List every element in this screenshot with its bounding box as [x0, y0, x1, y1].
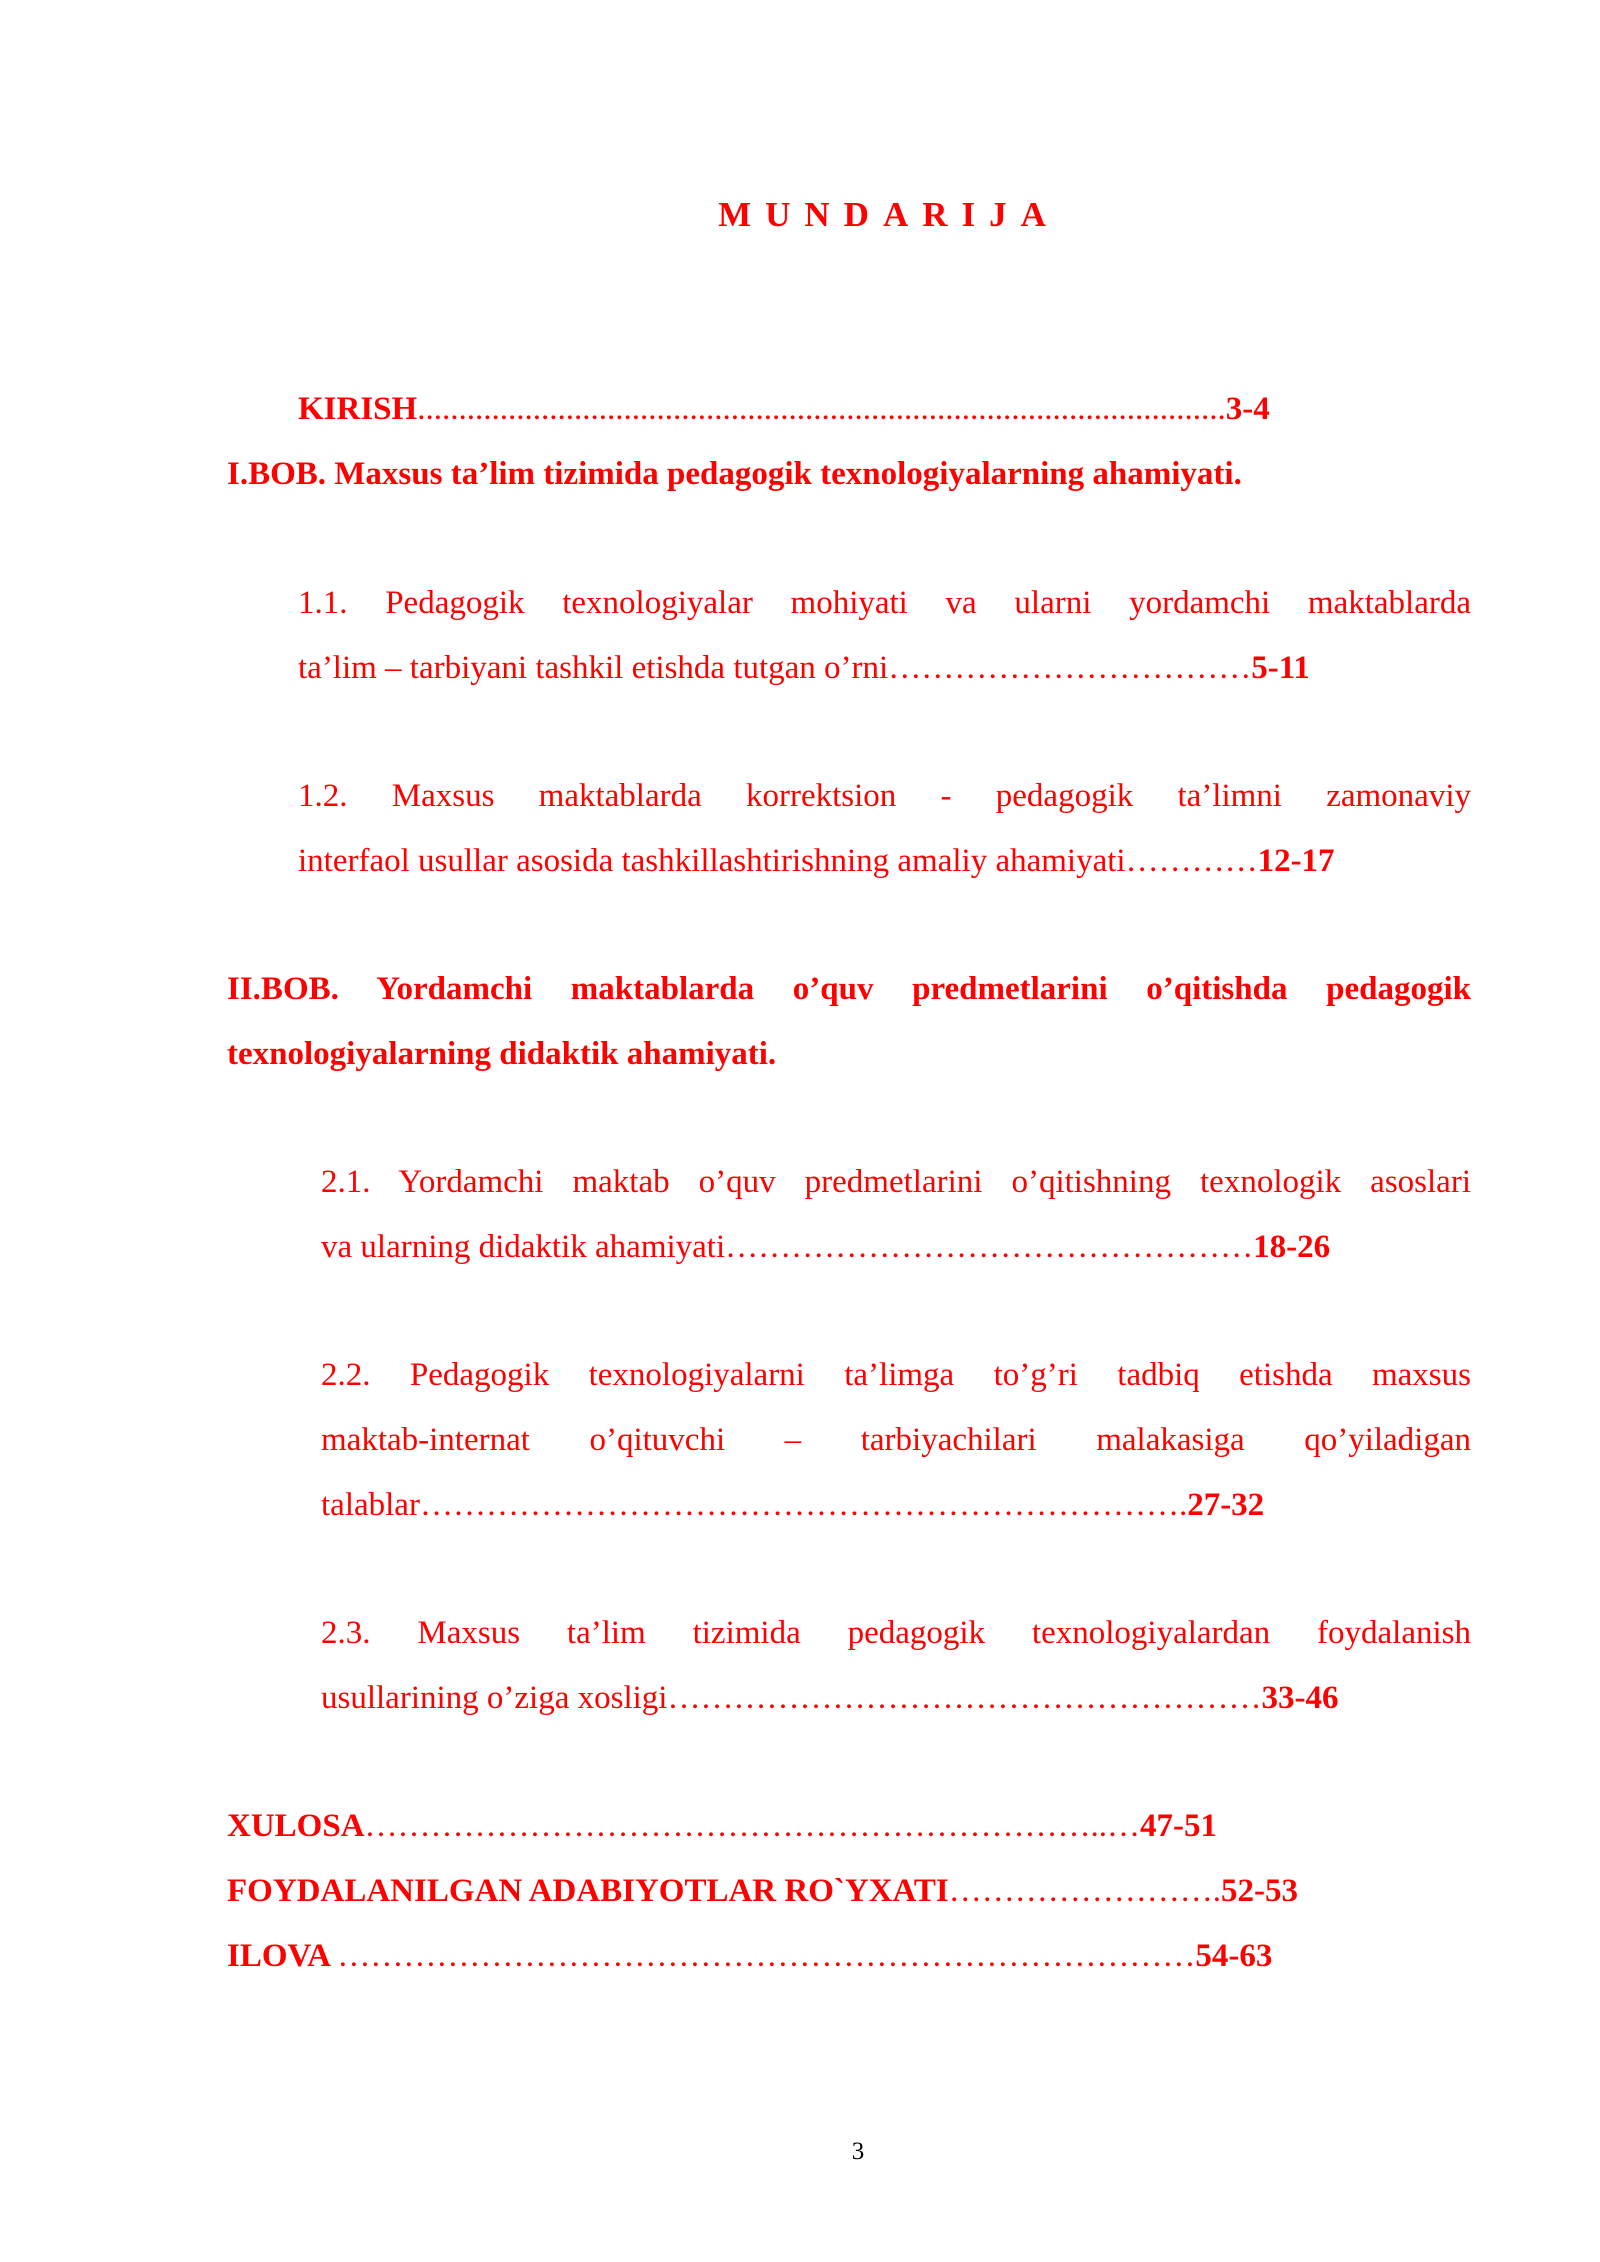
- toc-section-2-2-line1: 2.2. Pedagogik texnologiyalarni ta’limga to’g’ri tadbiq etishda maxsus: [321, 1357, 1471, 1393]
- toc-entry-label: ILOVA: [227, 1938, 338, 1974]
- toc-section-1-1-line2: [298, 646, 1310, 690]
- toc-dot-leader: …………………………………………………………….: [419, 1487, 1188, 1523]
- toc-chapter-2-heading-line1: II.BOB. Yordamchi maktablarda o’quv predmetlarini o’qitishda pedagogik: [227, 971, 1471, 1007]
- toc-section-2-2-line2: maktab-internat o’qituvchi – tarbiyachilari malakasiga qo’yiladigan: [321, 1422, 1471, 1458]
- toc-section-2-1-line1: 2.1. Yordamchi maktab o’quv predmetlarini o’qitishning texnologik asoslari: [321, 1164, 1471, 1200]
- toc-chapter-1-heading: I.BOB. Maxsus ta’lim tizimida pedagogik texnologiyalarning ahamiyati.: [227, 456, 1242, 492]
- toc-page-range: 52-53: [1221, 1873, 1299, 1909]
- toc-page-range: 5-11: [1251, 650, 1310, 686]
- toc-dot-leader: …………………….: [948, 1873, 1222, 1909]
- toc-dot-leader: …………………………………………………………..…: [364, 1808, 1141, 1844]
- toc-entry-label: XULOSA: [227, 1808, 365, 1844]
- toc-section-2-1-line2: [321, 1225, 1330, 1269]
- toc-entry-label: KIRISH: [298, 391, 418, 427]
- toc-entry-references: [227, 1869, 1298, 1913]
- toc-entry-xulosa: [227, 1804, 1217, 1848]
- toc-entry-label: interfaol usullar asosida tashkillashtirishning amaliy ahamiyati: [298, 843, 1126, 879]
- toc-page-range: 54-63: [1195, 1938, 1273, 1974]
- toc-dot-leader: …………………………………………: [725, 1229, 1254, 1265]
- toc-section-2-3-line2: [321, 1676, 1338, 1720]
- toc-entry-ilova: [227, 1934, 1272, 1978]
- toc-entry-label: FOYDALANILGAN ADABIYOTLAR RO`YXATI: [227, 1873, 949, 1909]
- toc-entry-label: talablar: [321, 1487, 420, 1523]
- toc-dot-leader: …………: [1125, 843, 1258, 879]
- toc-section-1-2-line1: 1.2. Maxsus maktablarda korrektsion - pedagogik ta’limni zamonaviy: [298, 778, 1471, 814]
- toc-entry-label: ta’lim – tarbiyani tashkil etishda tutgan o’rni: [298, 650, 889, 686]
- toc-section-2-2-line3: [321, 1483, 1264, 1527]
- toc-chapter-2-heading-line2: texnologiyalarning didaktik ahamiyati.: [227, 1036, 777, 1072]
- page-number: 3: [851, 2138, 865, 2165]
- toc-dot-leader: ………………………………………………: [667, 1680, 1262, 1716]
- toc-entry-label: usullarining o’ziga xosligi: [321, 1680, 668, 1716]
- toc-page-range: 27-32: [1187, 1487, 1265, 1523]
- toc-section-1-1-line1: 1.1. Pedagogik texnologiyalar mohiyati va ularni yordamchi maktablarda: [298, 585, 1471, 621]
- toc-page-range: 47-51: [1140, 1808, 1218, 1844]
- toc-dot-leader: ……………………………: [888, 650, 1252, 686]
- toc-page-range: 12-17: [1257, 843, 1335, 879]
- toc-entry-label: va ularning didaktik ahamiyati: [321, 1229, 726, 1265]
- page-title: MUNDARIJA: [718, 195, 1060, 234]
- toc-section-1-2-line2: [298, 839, 1335, 883]
- toc-page-range: 33-46: [1261, 1680, 1339, 1716]
- toc-dot-leader: ……………………………………………………………………: [337, 1938, 1196, 1974]
- toc-section-2-3-line1: 2.3. Maxsus ta’lim tizimida pedagogik texnologiyalardan foydalanish: [321, 1615, 1471, 1651]
- toc-page-range: 3-4: [1225, 391, 1270, 427]
- toc-dot-leader: ..................................................................................................: [417, 391, 1226, 427]
- toc-entry-kirish: [298, 387, 1270, 431]
- toc-page-range: 18-26: [1253, 1229, 1331, 1265]
